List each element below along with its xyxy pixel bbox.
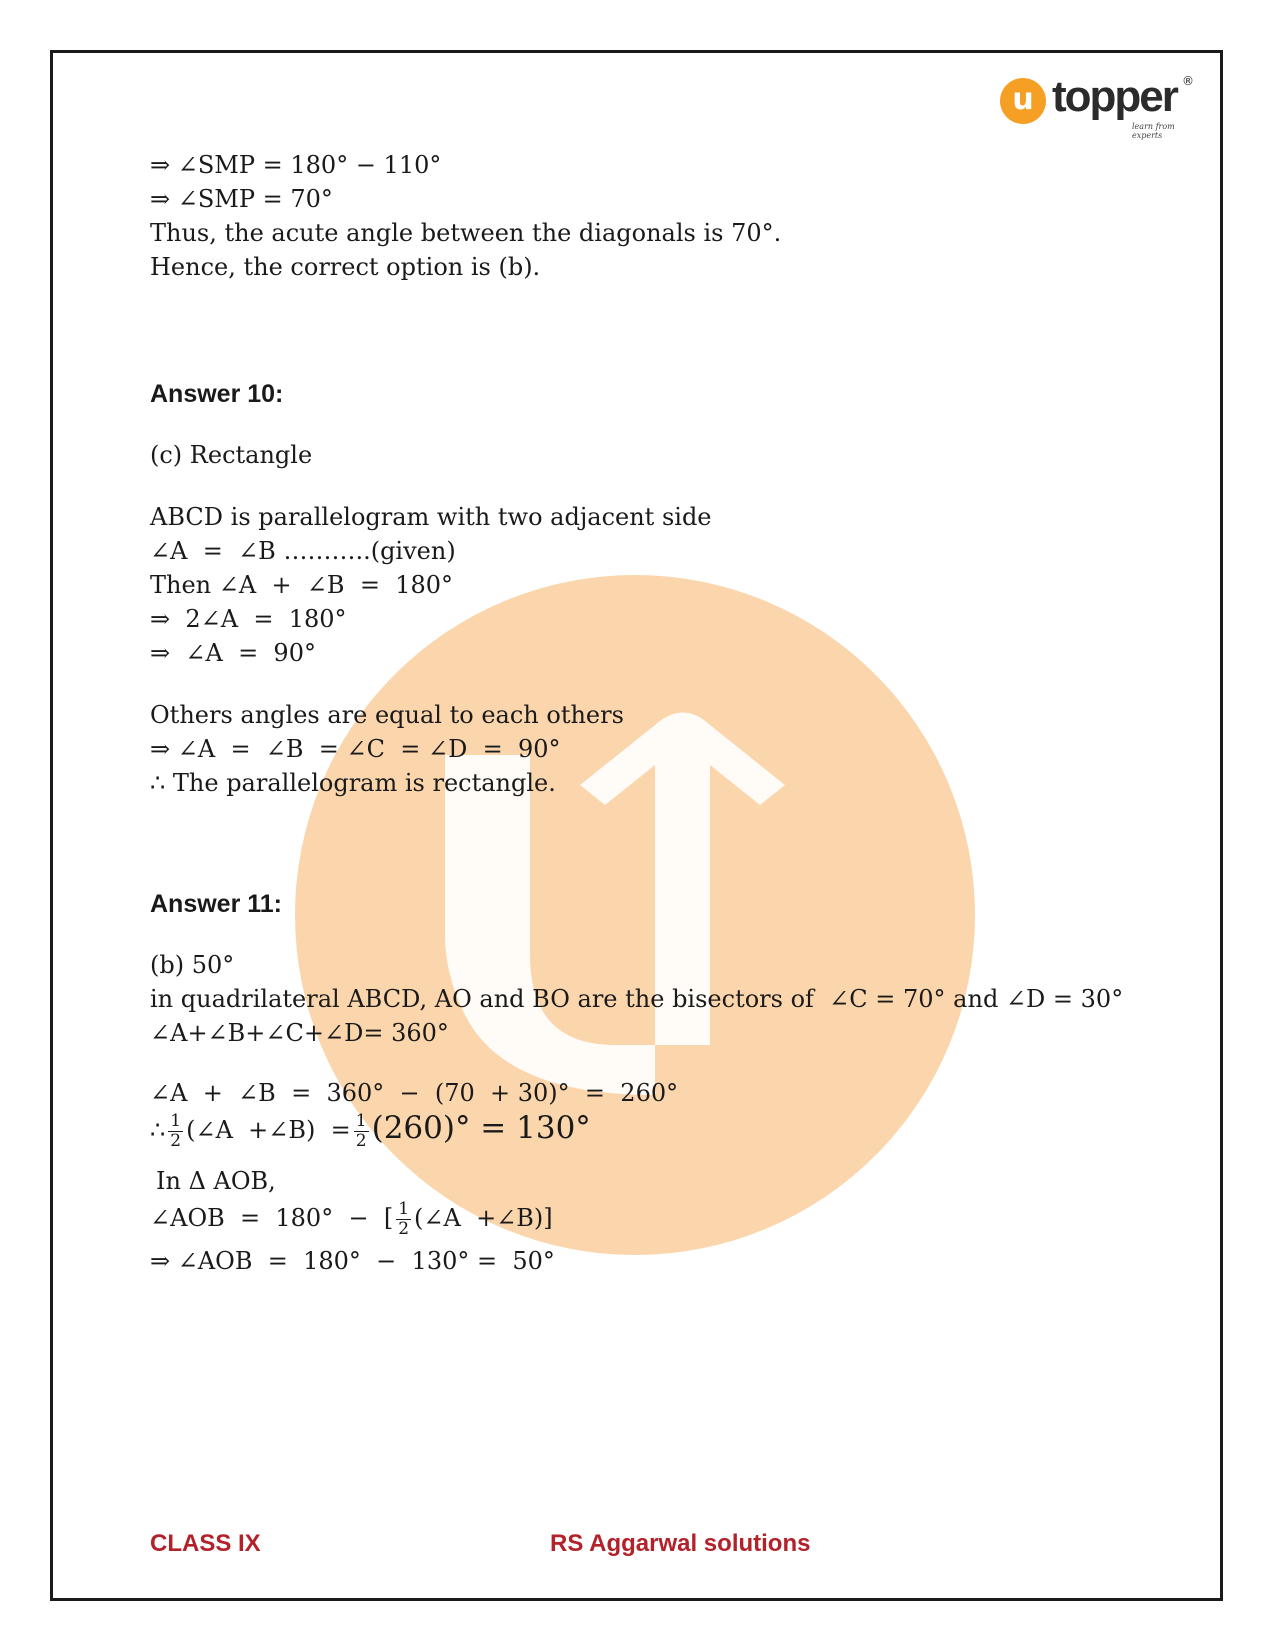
answer-10-heading: Answer 10: <box>150 380 284 408</box>
text-line: Thus, the acute angle between the diagonals is 70°. <box>150 219 782 247</box>
logo-tagline: learn from experts <box>1132 122 1175 140</box>
text-line: In Δ AOB, <box>156 1167 276 1195</box>
text-line: ⇒ ∠SMP = 180° − 110° <box>150 151 442 179</box>
therefore-symbol: ∴ <box>150 1116 166 1144</box>
text-line: ∠A+∠B+∠C+∠D= 360° <box>150 1019 449 1047</box>
utopper-watermark-icon <box>295 575 975 1255</box>
text-line: ∠A = ∠B ………..(given) <box>150 537 456 565</box>
equation-result: (260)° = 130° <box>371 1110 591 1146</box>
footer-class: CLASS IX <box>150 1530 261 1557</box>
fraction-half: $\frac{1}{2}$ <box>170 1111 182 1151</box>
aob-equation <box>150 1200 553 1239</box>
text-line: Hence, the correct option is (b). <box>150 253 541 281</box>
footer-title: RS Aggarwal solutions <box>550 1530 811 1557</box>
answer-11-heading: Answer 11: <box>150 890 283 918</box>
text-line: Others angles are equal to each others <box>150 701 624 729</box>
text-line: ⇒ ∠SMP = 70° <box>150 185 333 213</box>
answer-10-option: (c) Rectangle <box>150 441 313 469</box>
registered-mark: ® <box>1182 74 1194 88</box>
logo-mark-icon: u <box>1000 78 1046 124</box>
answer-11-option: (b) 50° <box>150 951 235 979</box>
logo-word: topper <box>1052 72 1177 121</box>
text-line: ⇒ ∠A = 90° <box>150 639 316 667</box>
text-line: ∴ The parallelogram is rectangle. <box>150 769 556 797</box>
text-line: ⇒ ∠AOB = 180° − 130° = 50° <box>150 1247 555 1275</box>
text-line: ABCD is parallelogram with two adjacent side <box>150 503 712 531</box>
text-line: ⇒ 2∠A = 180° <box>150 605 347 633</box>
equation-end: (∠A +∠B)] <box>414 1204 553 1232</box>
text-line: in quadrilateral ABCD, AO and BO are the bisectors of ∠C = 70° and ∠D = 30° <box>150 985 1124 1013</box>
half-sum-equation <box>150 1112 591 1151</box>
fraction-half: $\frac{1}{2}$ <box>355 1111 367 1151</box>
fraction-half: $\frac{1}{2}$ <box>398 1199 410 1239</box>
equation-prefix: ∠AOB = 180° − [ <box>150 1204 394 1232</box>
text-line: ∠A + ∠B = 360° − (70 + 30)° = 260° <box>150 1079 679 1107</box>
utopper-logo <box>1000 72 1195 140</box>
equation-middle: (∠A +∠B) = <box>186 1116 351 1144</box>
text-line: Then ∠A + ∠B = 180° <box>150 571 453 599</box>
text-line: ⇒ ∠A = ∠B = ∠C = ∠D = 90° <box>150 735 561 763</box>
